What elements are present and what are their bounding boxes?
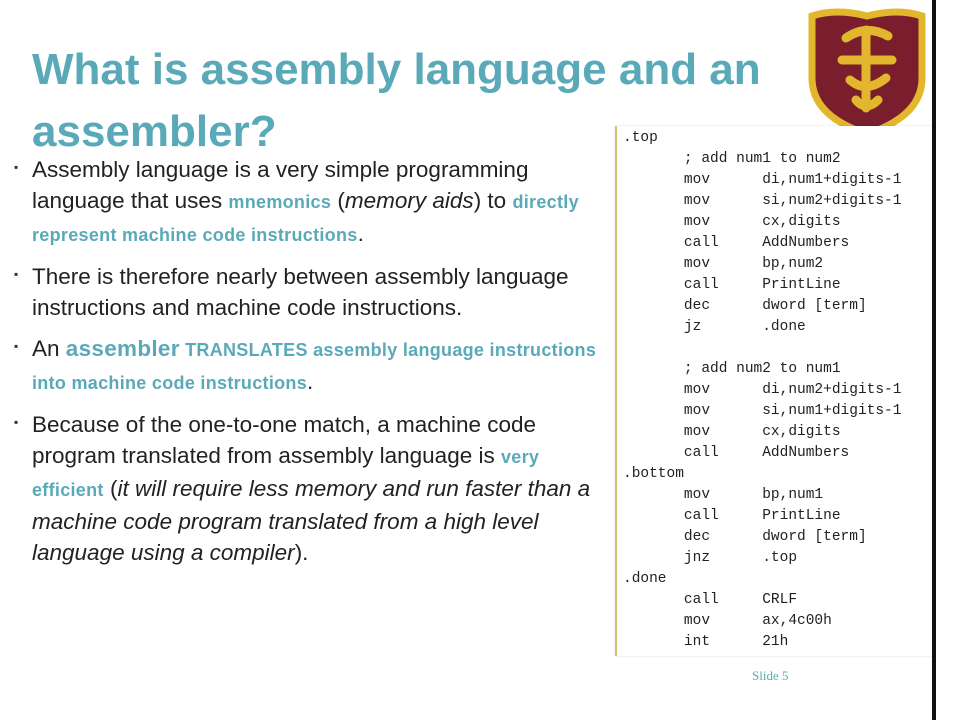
square-bullet-icon: ▪ [14,339,19,353]
code-line: mov bp,num1 [623,487,824,503]
bullet-segment: assembler [65,336,180,361]
bullet-text [32,333,610,399]
square-bullet-icon: ▪ [14,267,19,281]
bullet-segment: There is therefore nearly between assembly language instructions and machine code instructions. [32,264,569,320]
code-screenshot [615,126,951,656]
code-line: jz .done [623,319,806,335]
slide-title: What is assembly language and an assembler? [32,45,761,157]
bullet-item [14,409,610,568]
bullet-text [32,261,610,323]
code-line: dec dword [term] [623,529,867,545]
slide-number: Slide 5 [752,668,789,683]
bullet-text [32,409,610,568]
code-line: mov di,num2+digits-1 [623,382,902,398]
code-line: int 21h [623,634,789,650]
bullet-item [14,333,610,399]
code-line: jnz .top [623,550,798,566]
code-line: .bottom [623,466,684,482]
bullet-list [14,154,610,578]
code-line: mov di,num1+digits-1 [623,172,902,188]
code-line: .top [623,130,658,146]
code-line: dec dword [term] [623,298,867,314]
code-line: call AddNumbers [623,445,850,461]
bullet-segment: TRANSLATES assembly language instructions into machine code instructions [32,340,597,393]
bullet-segment: ). [294,540,309,565]
bullet-segment: it will require less memory and run faster than a machine code program translated from a high level language using a compiler [32,476,591,565]
code-line: mov si,num2+digits-1 [623,193,902,209]
bullet-segment: very efficient [32,447,540,500]
bullet-segment: memory aids [344,188,474,213]
code-line: ; add num2 to num1 [623,361,841,377]
code-line: mov ax,4c00h [623,613,832,629]
bullet-segment: . [307,369,314,394]
bullet-segment: ) to [473,188,513,213]
bullet-item [14,261,610,323]
code-line: ; add num1 to num2 [623,151,841,167]
bullet-segment: Assembly language is a very simple programming language that uses [32,157,529,213]
bullet-segment: ( [331,188,345,213]
bullet-segment: ( [103,476,118,501]
square-bullet-icon: ▪ [14,160,19,174]
code-line: mov cx,digits [623,214,841,230]
bullet-segment: directly represent machine code instructions [32,192,579,245]
code-line: call CRLF [623,592,798,608]
code-line: call PrintLine [623,508,841,524]
bullet-text [32,154,610,251]
code-line: mov cx,digits [623,424,841,440]
bullet-segment: . [357,221,364,246]
right-edge-bar [932,0,960,720]
square-bullet-icon: ▪ [14,415,19,429]
bullet-segment: An [32,336,66,361]
code-line: mov bp,num2 [623,256,824,272]
code-line: mov si,num1+digits-1 [623,403,902,419]
code-line: .done [623,571,667,587]
bullet-segment: mnemonics [228,192,332,212]
code-line: call AddNumbers [623,235,850,251]
school-crest-icon [806,8,928,136]
code-line: call PrintLine [623,277,841,293]
bullet-item [14,154,610,251]
bullet-segment: Because of the one-to-one match, a machine code program translated from assembly language is [32,412,537,468]
